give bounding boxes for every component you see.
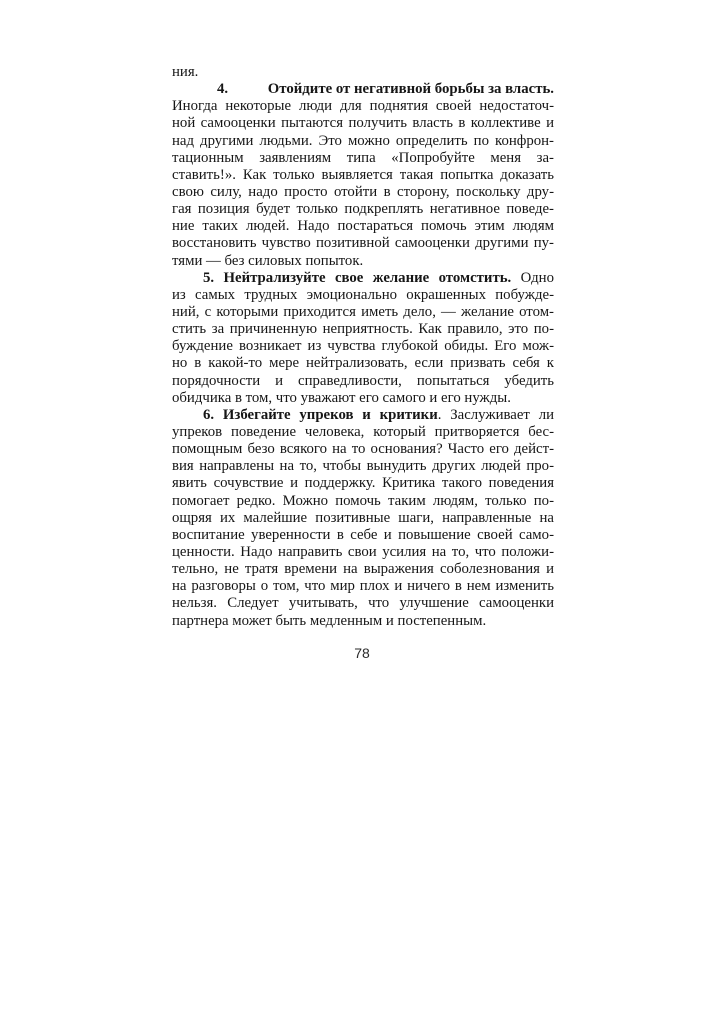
paragraph [172, 81, 554, 270]
text-line [172, 167, 554, 184]
text-line [172, 133, 554, 150]
text-segment: обидчика в том, что уважают его самого и его нужды. [172, 389, 511, 406]
text-line [172, 595, 554, 612]
text-line [172, 578, 554, 595]
text-line [172, 493, 554, 510]
text-segment: помощным безо всякого на то основания? Часто его дейст- [172, 441, 554, 458]
text-line [172, 98, 554, 115]
text-segment: стить за причиненную неприятность. Как правило, это по- [172, 321, 554, 338]
text-segment: тационным заявлениям типа «Попробуйте меня за- [172, 149, 554, 166]
text-line [172, 613, 554, 630]
text-segment: на разговоры о том, что мир плох и ничего в нем изменить [172, 578, 554, 595]
text-line [172, 287, 554, 304]
text-line [172, 64, 554, 81]
text-segment: ние таких людей. Надо постараться помочь этим людям [172, 218, 554, 235]
text-segment: Отойдите от негативной борьбы за власть. [267, 81, 554, 98]
text-line [172, 355, 554, 372]
text-segment: гая позиция будет только подкреплять негативное поведе- [172, 201, 554, 218]
text-line [172, 390, 554, 407]
text-segment: явить сочувствие и поддержку. Критика такого поведения [172, 475, 554, 492]
text-segment: партнера может быть медленным и постепенным. [172, 612, 487, 629]
text-segment: Одно [511, 269, 554, 286]
text-segment: ний, с которыми приходится иметь дело, — желание отом- [172, 303, 554, 320]
text-segment: вия направлены на то, чтобы вынудить других людей про- [172, 458, 554, 475]
text-segment: из самых трудных эмоционально окрашенных побужде- [172, 286, 554, 303]
text-line [172, 458, 554, 475]
text-segment: 6. Избегайте упреков и критики [203, 406, 438, 423]
text-segment: ощряя их малейшие позитивные шаги, направленные на [172, 509, 554, 526]
text-segment: 4. [217, 81, 229, 98]
heading-gap [228, 81, 268, 98]
text-line [172, 424, 554, 441]
text-block [172, 64, 554, 630]
text-segment: ценности. Надо направить свои усилия на то, что положи- [172, 543, 554, 560]
text-segment: ставить!». Как только выявляется такая попытка доказать [172, 166, 554, 183]
text-line [172, 184, 554, 201]
text-segment: буждение возникает из чувства глубокой обиды. Его мож- [172, 338, 554, 355]
text-line [172, 475, 554, 492]
text-line [172, 253, 554, 270]
indent-spacer [172, 81, 217, 98]
text-segment: . Заслуживает ли [437, 406, 555, 423]
text-segment: воспитание уверенности в себе и повышение своей само- [172, 526, 554, 543]
text-line [172, 270, 554, 287]
text-line [172, 527, 554, 544]
text-segment: упреков поведение человека, который притворяется бес- [172, 423, 554, 440]
text-line [172, 115, 554, 132]
text-segment: 5. Нейтрализуйте свое желание отомстить. [203, 269, 512, 286]
numbered-heading-line [172, 81, 554, 98]
text-line [172, 441, 554, 458]
text-segment: тями — без силовых попыток. [172, 252, 364, 269]
text-line [172, 218, 554, 235]
text-line [172, 150, 554, 167]
text-line [172, 304, 554, 321]
text-line [172, 321, 554, 338]
text-line [172, 235, 554, 252]
text-segment: над другими людьми. Это можно определить по конфрон- [172, 132, 554, 149]
text-segment: Иногда некоторые люди для поднятия своей недостаточ- [172, 98, 554, 115]
text-segment: помогает редко. Можно помочь таким людям, только по- [172, 492, 554, 509]
page-number: 78 [354, 645, 370, 661]
text-segment: но в какой-то мере нейтрализовать, если призвать себя к [172, 355, 554, 372]
text-line [172, 407, 554, 424]
text-segment: ной самооценки пытаются получить власть в коллективе и [172, 115, 554, 132]
text-segment: ния. [172, 64, 199, 80]
paragraph [172, 270, 554, 407]
text-segment: восстановить чувство позитивной самооценки другими пу- [172, 235, 554, 252]
paragraph [172, 407, 554, 630]
text-line [172, 338, 554, 355]
text-segment: порядочности и справедливости, попытаться убедить [172, 372, 554, 389]
text-segment: свою силу, надо просто отойти в сторону, поскольку дру- [172, 183, 554, 200]
text-line [172, 561, 554, 578]
text-segment: нельзя. Следует учитывать, что улучшение самооценки [172, 595, 554, 612]
text-line [172, 373, 554, 390]
text-line [172, 510, 554, 527]
text-line [172, 544, 554, 561]
paragraph [172, 64, 554, 81]
text-segment: тельно, не тратя времени на выражения соболезнования и [172, 561, 554, 578]
text-line [172, 201, 554, 218]
